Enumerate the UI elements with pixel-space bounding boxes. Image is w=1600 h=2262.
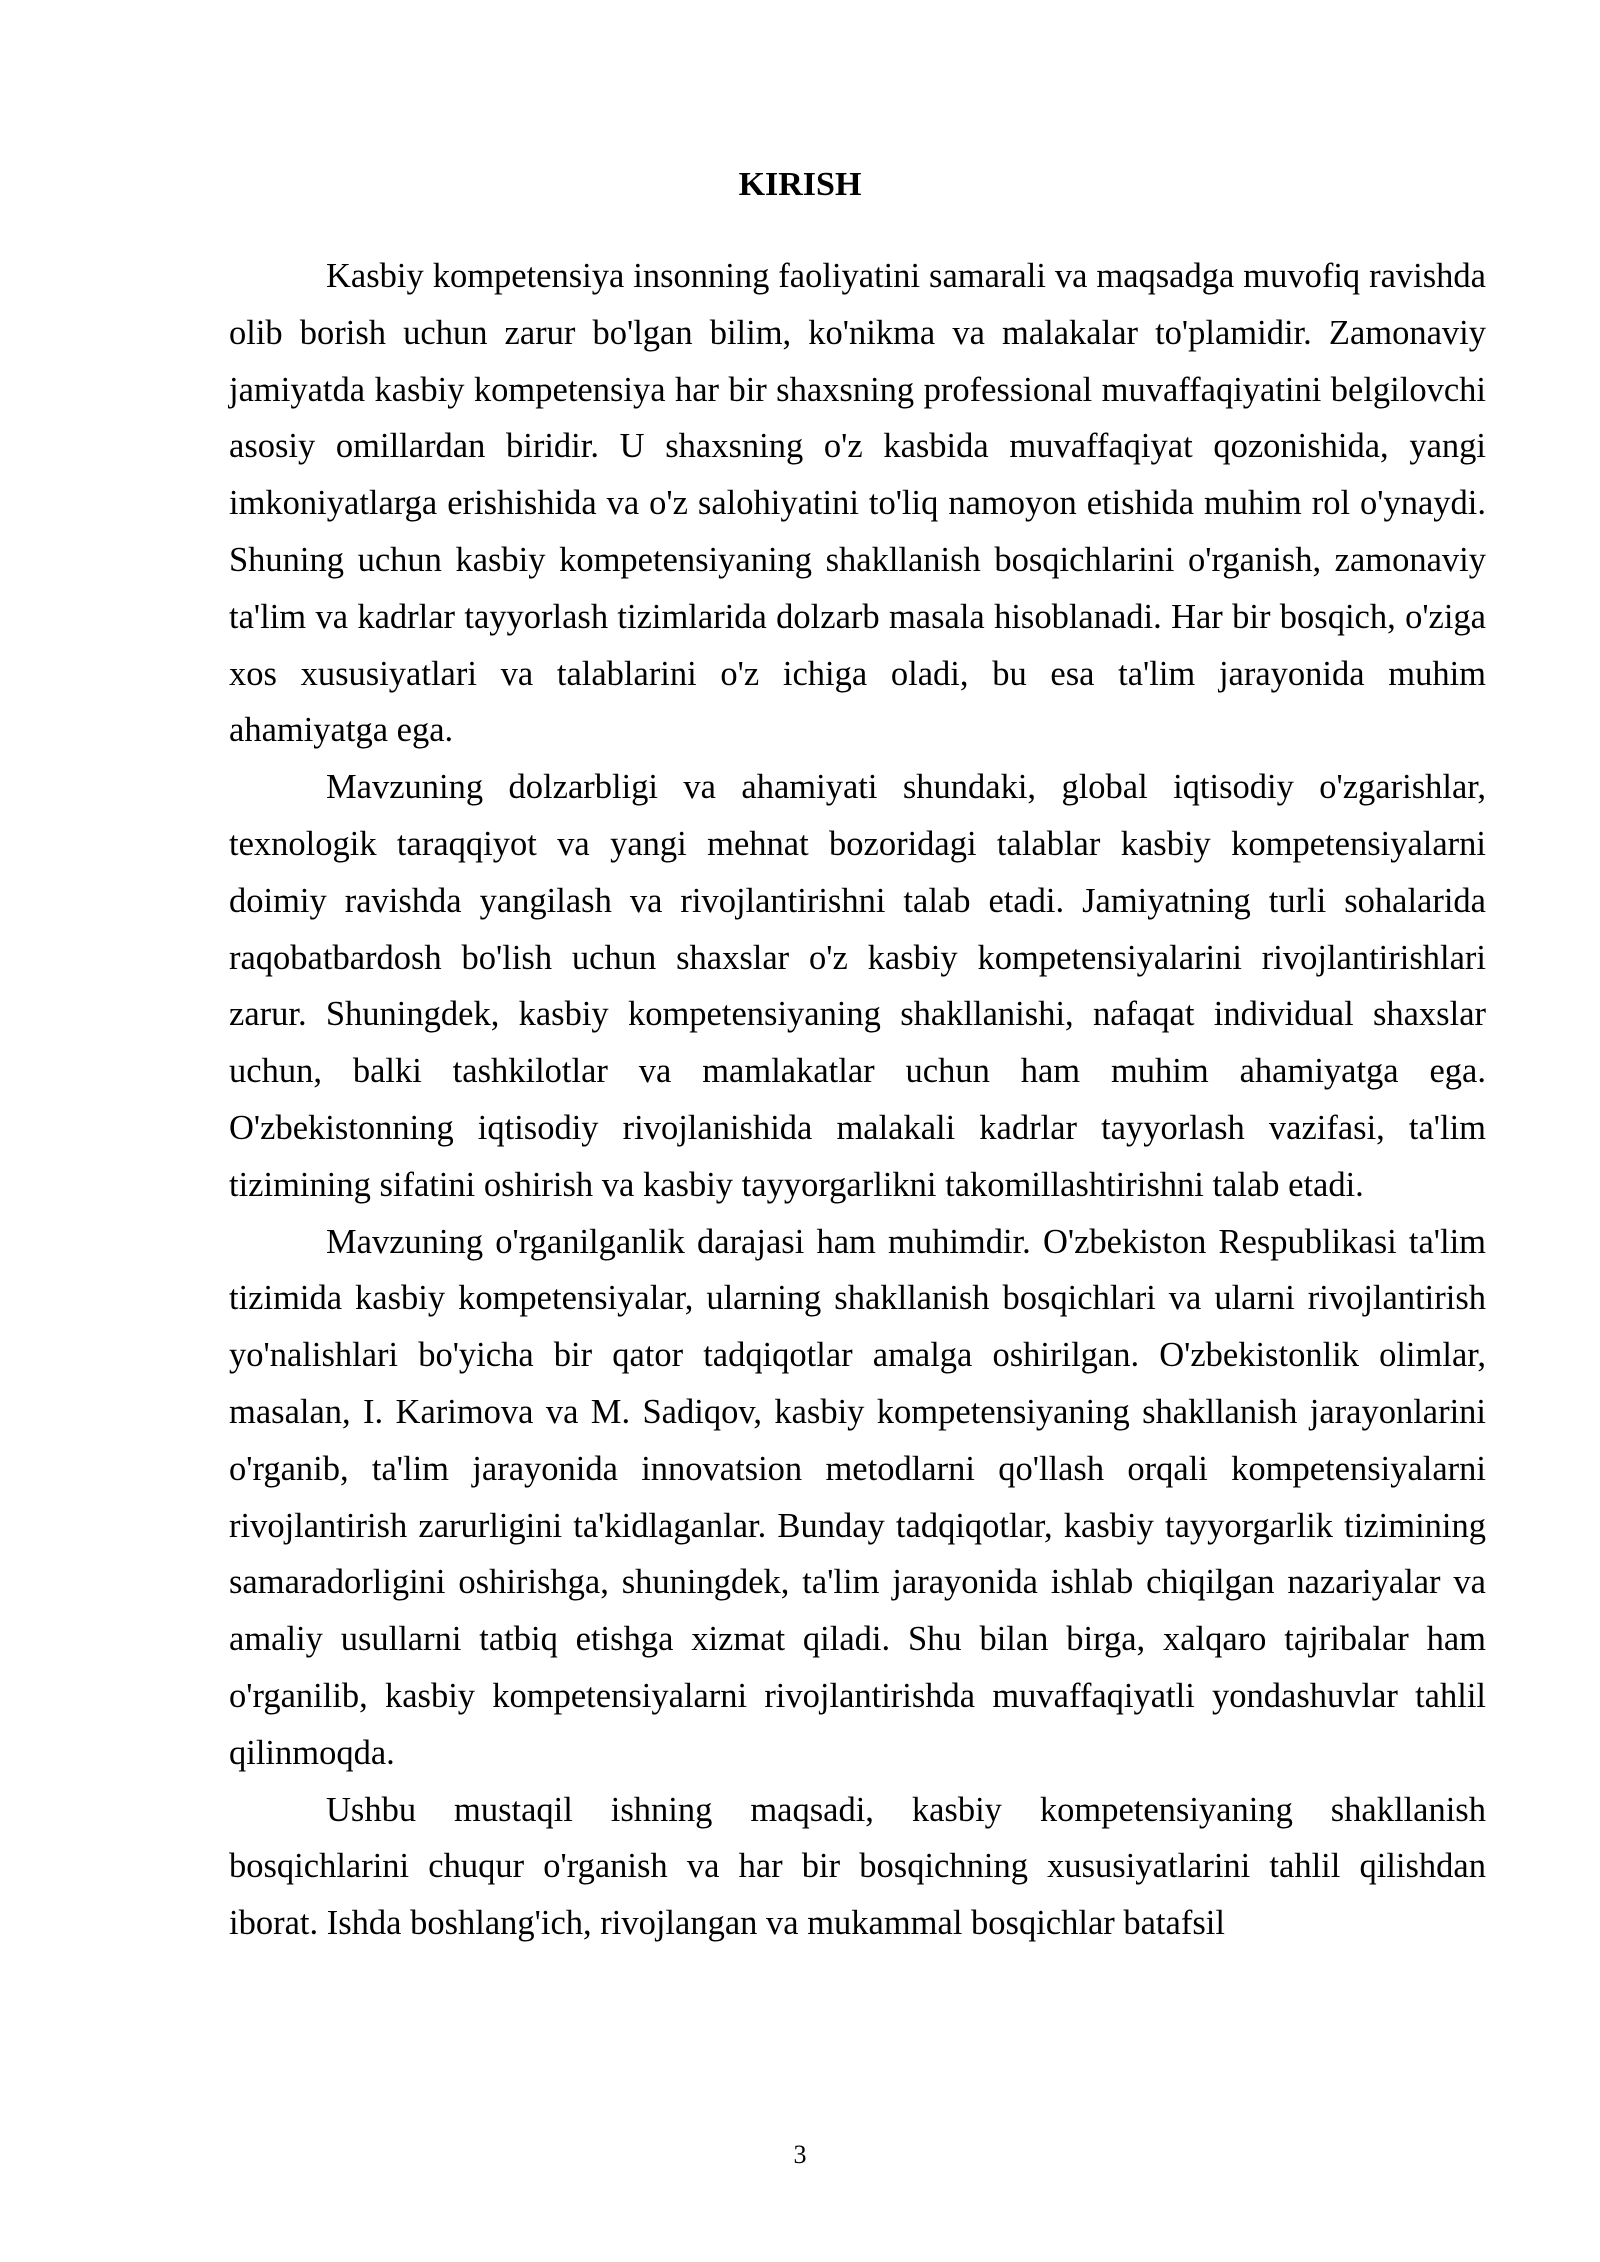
body-text: [229, 248, 1486, 1952]
paragraph-aim: Ushbu mustaqil ishning maqsadi, kasbiy kompetensiyaning shakllanish bosqichlarini chuqur o'rganish va har bir bosqichning xususiyatlarini tahlil qilishdan iborat. Ishda boshlang'ich, rivojlangan va mukammal bosqichlar batafsil: [229, 1790, 1486, 1943]
paragraph-relevance: Mavzuning dolzarbligi va ahamiyati shundaki, global iqtisodiy o'zgarishlar, texnologik taraqqiyot va yangi mehnat bozoridagi talablar kasbiy kompetensiyalarni doimiy ravishda yangilash va rivojlantirishni talab etadi. Jamiyatning turli sohalarida raqobatbardosh bo'lish uchun shaxslar o'z kasbiy kompetensiyalarini rivojlantirishlari zarur. Shuningdek, kasbiy kompetensiyaning shakllanishi, nafaqat individual shaxslar uchun, balki tashkilotlar va mamlakatlar uchun ham muhim ahamiyatga ega. O'zbekistonning iqtisodiy rivojlanishida malakali kadrlar tayyorlash vazifasi, ta'lim tizimining sifatini oshirish va kasbiy tayyorgarlikni takomillashtirishni talab etadi.: [229, 768, 1486, 1204]
paragraph-introduction: Kasbiy kompetensiya insonning faoliyatini samarali va maqsadga muvofiq ravishda olib borish uchun zarur bo'lgan bilim, ko'nikma va malakalar to'plamidir. Zamonaviy jamiyatda kasbiy kompetensiya har bir shaxsning professional muvaffaqiyatini belgilovchi asosiy omillardan biridir. U shaxsning o'z kasbida muvaffaqiyat qozonishida, yangi imkoniyatlarga erishishida va o'z salohiyatini to'liq namoyon etishida muhim rol o'ynaydi. Shuning uchun kasbiy kompetensiyaning shakllanish bosqichlarini o'rganish, zamonaviy ta'lim va kadrlar tayyorlash tizimlarida dolzarb masala hisoblanadi. Har bir bosqich, o'ziga xos xususiyatlari va talablarini o'z ichiga oladi, bu esa ta'lim jarayonida muhim ahamiyatga ega.: [229, 257, 1486, 750]
section-heading: KIRISH: [738, 166, 862, 203]
paragraph-research-level: Mavzuning o'rganilganlik darajasi ham muhimdir. O'zbekiston Respublikasi ta'lim tizimida kasbiy kompetensiyalar, ularning shakllanish bosqichlari va ularni rivojlantirish yo'nalishlari bo'yicha bir qator tadqiqotlar amalga oshirilgan. O'zbekistonlik olimlar, masalan, I. Karimova va M. Sadiqov, kasbiy kompetensiyaning shakllanish jarayonlarini o'rganib, ta'lim jarayonida innovatsion metodlarni qo'llash orqali kompetensiyalarni rivojlantirish zarurligini ta'kidlaganlar. Bunday tadqiqotlar, kasbiy tayyorgarlik tizimining samaradorligini oshirishga, shuningdek, ta'lim jarayonida ishlab chiqilgan nazariyalar va amaliy usullarni tatbiq etishga xizmat qiladi. Shu bilan birga, xalqaro tajribalar ham o'rganilib, kasbiy kompetensiyalarni rivojlantirishda muvaffaqiyatli yondashuvlar tahlil qilinmoqda.: [229, 1222, 1486, 1772]
page-number: 3: [793, 2140, 807, 2169]
